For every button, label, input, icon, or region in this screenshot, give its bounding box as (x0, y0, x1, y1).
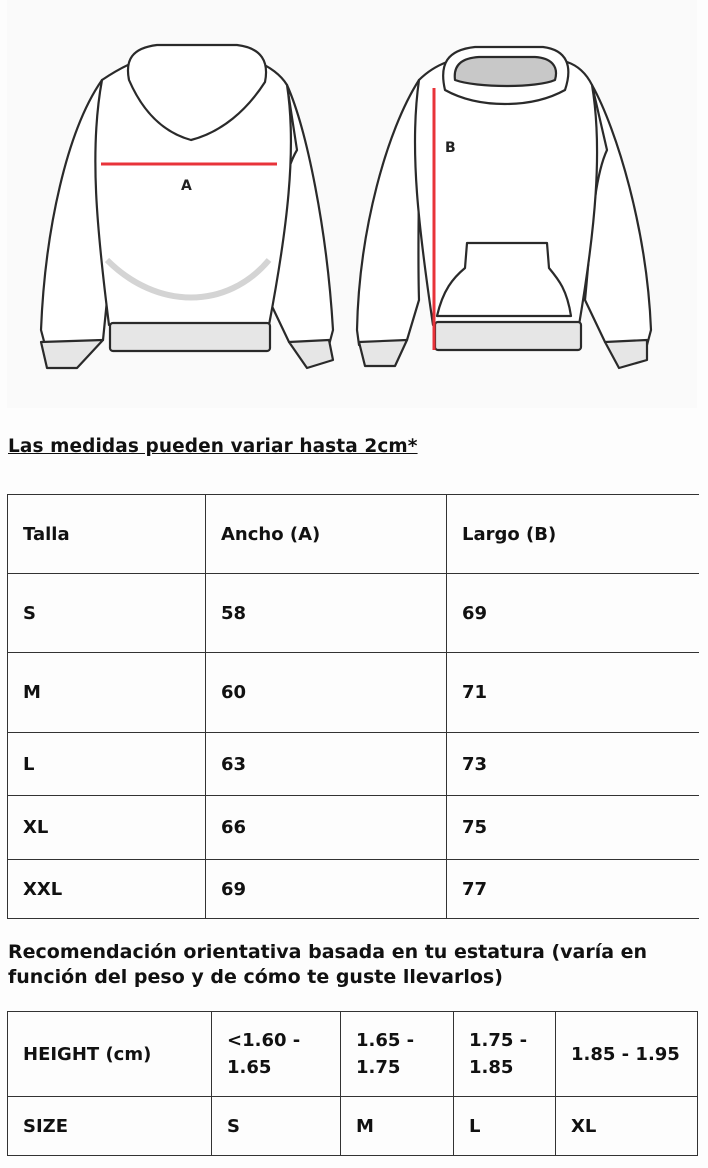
length-cell: 73 (447, 733, 699, 796)
size-cell: M (341, 1097, 454, 1156)
size-cell: L (454, 1097, 556, 1156)
size-cell: XL (556, 1097, 698, 1156)
height-size-table (7, 1011, 698, 1156)
size-cell: XL (8, 796, 206, 860)
size-row (8, 1097, 698, 1156)
front-left-cuff (359, 340, 407, 366)
hoodie-illustration (7, 0, 697, 408)
height-range-cell: 1.75 - 1.85 (454, 1012, 556, 1097)
front-waistband (435, 322, 581, 350)
back-waistband (110, 323, 270, 351)
width-cell: 66 (206, 796, 447, 860)
size-cell: M (8, 653, 206, 733)
size-cell: XXL (8, 860, 206, 919)
size-cell: S (212, 1097, 341, 1156)
back-right-cuff (289, 340, 333, 368)
header-width: Ancho (A) (206, 495, 447, 574)
width-measure-label: A (181, 178, 192, 194)
hoodie-back-view (41, 45, 333, 368)
size-table-header-row (8, 495, 699, 574)
width-cell: 69 (206, 860, 447, 919)
width-cell: 60 (206, 653, 447, 733)
length-cell: 77 (447, 860, 699, 919)
height-recommendation-text: Recomendación orientativa basada en tu estatura (varía en función del peso y de cómo te guste llevarlos) (8, 941, 648, 988)
length-measure-label: B (445, 140, 456, 156)
back-left-cuff (41, 340, 103, 368)
length-cell: 71 (447, 653, 699, 733)
front-left-sleeve (357, 80, 419, 345)
table-row (8, 574, 699, 653)
measurement-note: Las medidas pueden variar hasta 2cm* (8, 436, 418, 457)
hoodie-front-view (357, 47, 651, 368)
front-hood-opening (455, 57, 556, 86)
table-row (8, 653, 699, 733)
table-row (8, 796, 699, 860)
width-cell: 63 (206, 733, 447, 796)
height-row (8, 1012, 698, 1097)
hoodie-measurement-figure (7, 0, 697, 408)
length-cell: 69 (447, 574, 699, 653)
size-label: SIZE (8, 1097, 212, 1156)
front-right-cuff (605, 340, 647, 368)
size-cell: L (8, 733, 206, 796)
height-range-cell: 1.85 - 1.95 (556, 1012, 698, 1097)
height-range-cell: 1.65 - 1.75 (341, 1012, 454, 1097)
table-row (8, 733, 699, 796)
header-length: Largo (B) (447, 495, 699, 574)
height-label: HEIGHT (cm) (8, 1012, 212, 1097)
size-cell: S (8, 574, 206, 653)
width-cell: 58 (206, 574, 447, 653)
table-row (8, 860, 699, 919)
header-size: Talla (8, 495, 206, 574)
height-range-cell: <1.60 - 1.65 (212, 1012, 341, 1097)
length-cell: 75 (447, 796, 699, 860)
size-chart-table (7, 494, 699, 919)
